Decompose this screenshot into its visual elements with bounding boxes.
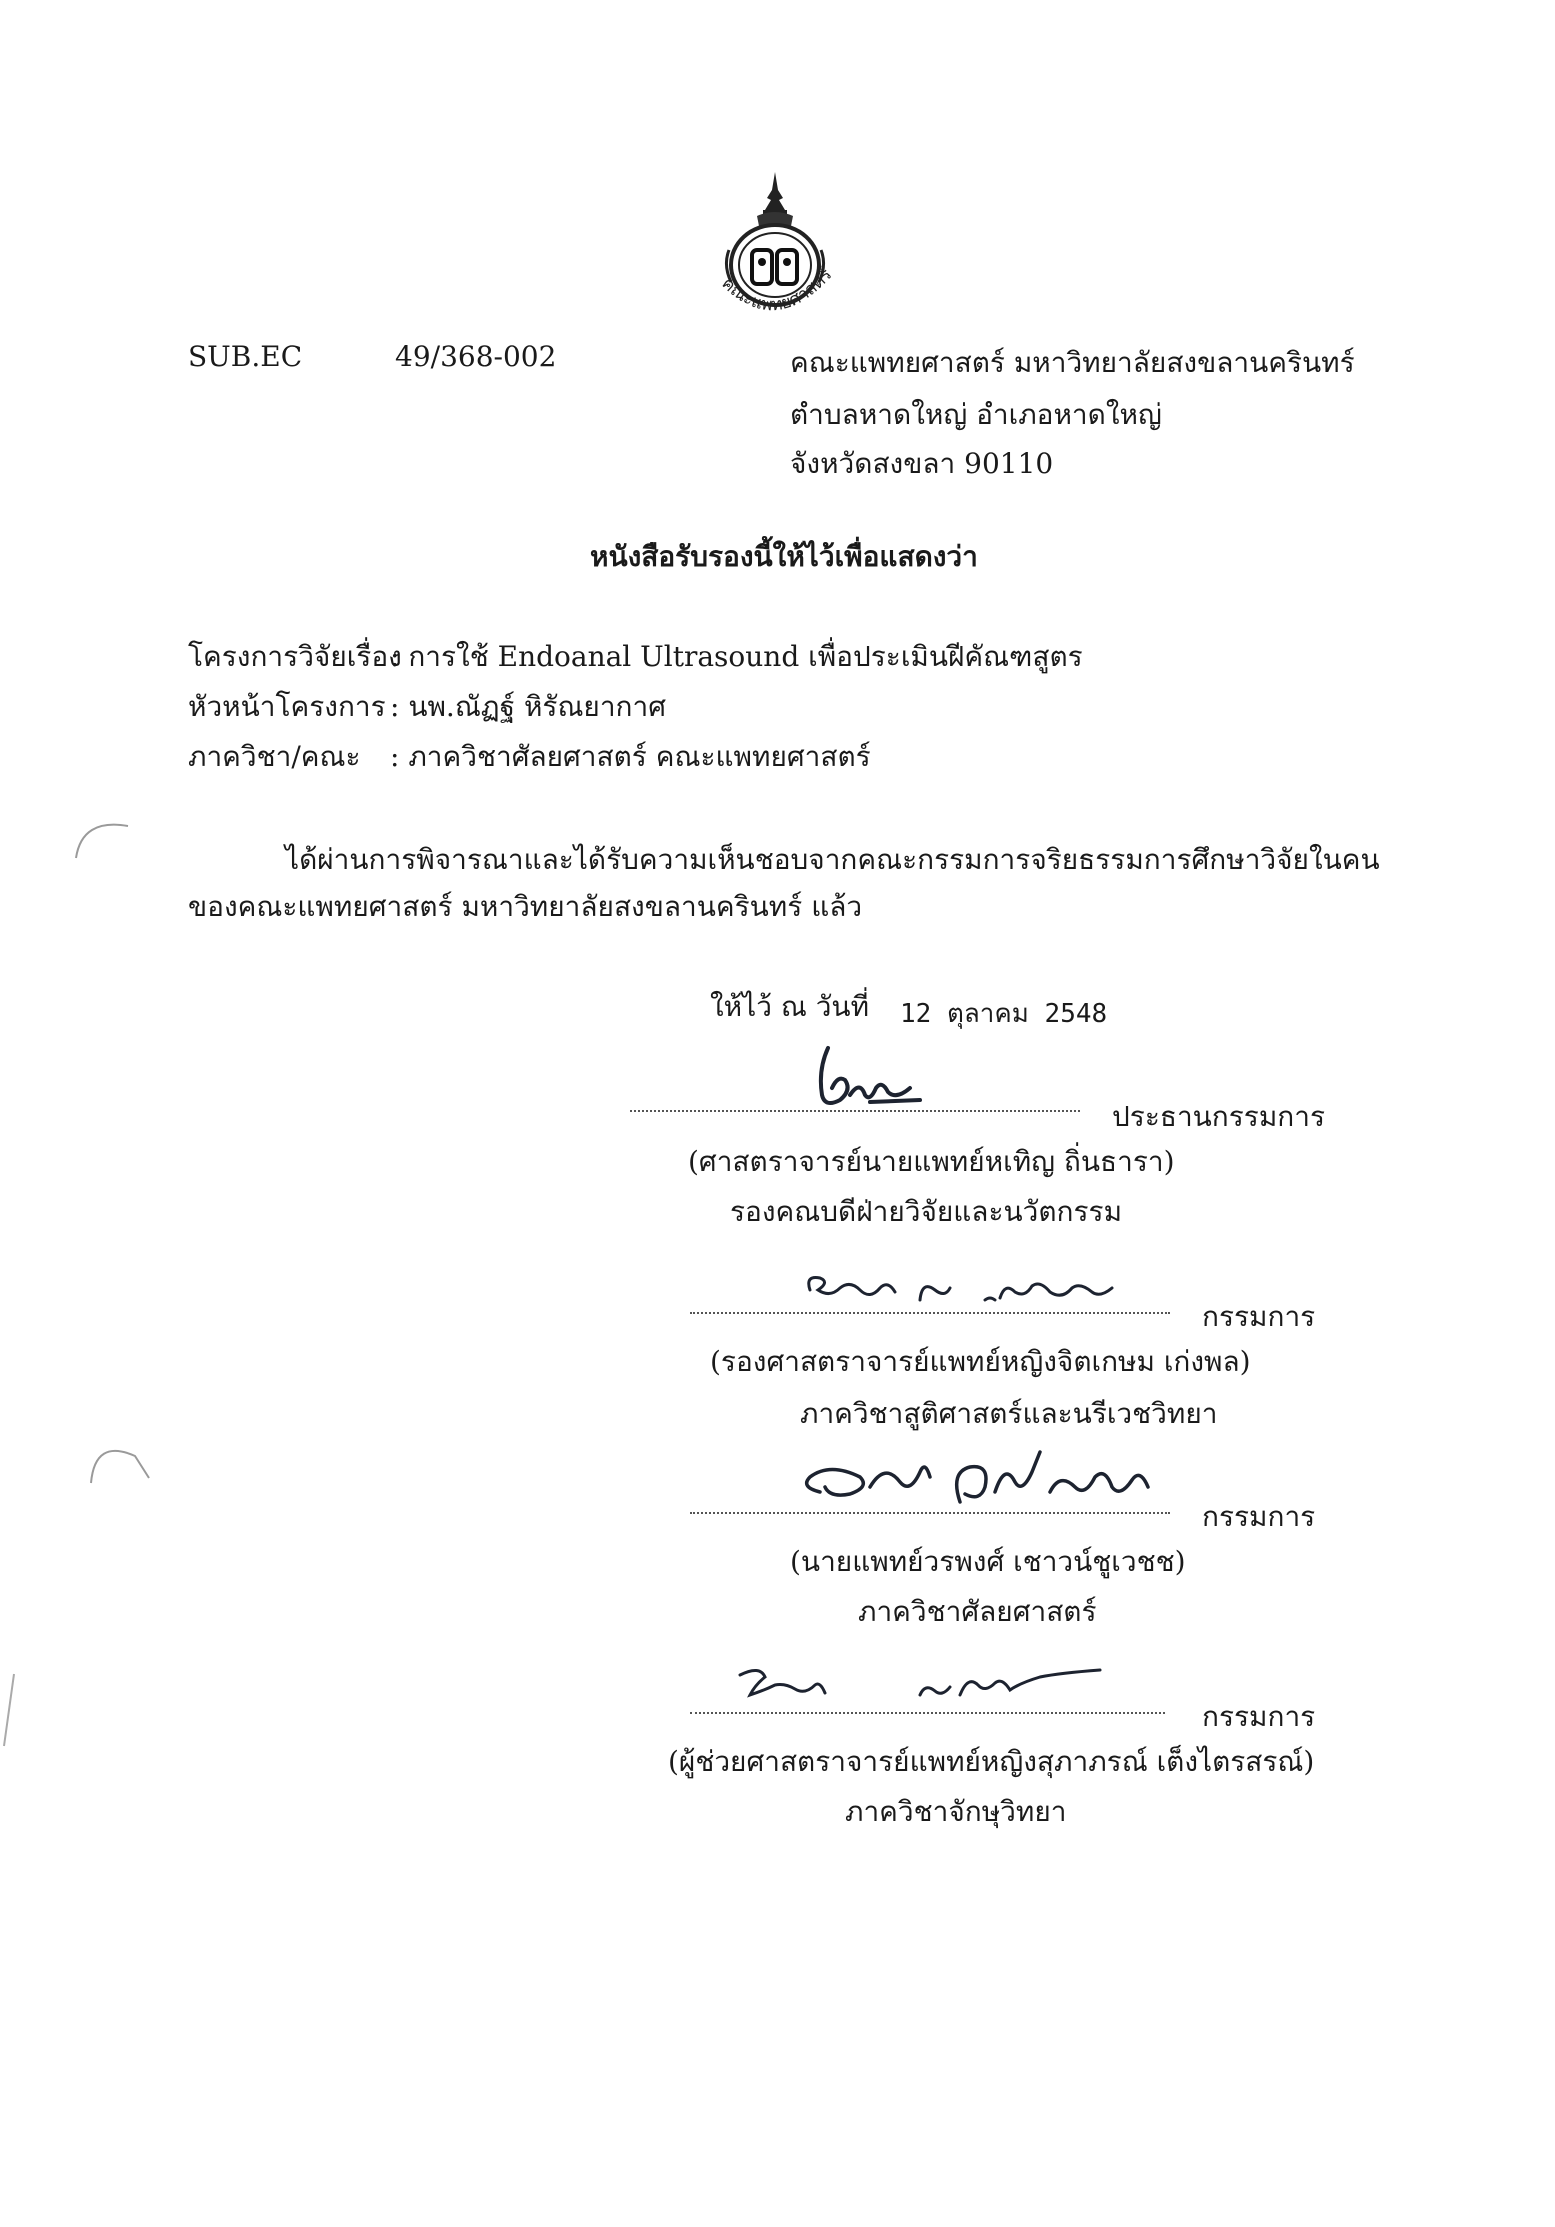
approval-text-line-1: ได้ผ่านการพิจารณาและได้รับความเห็นชอบจากคณะกรรมการจริยธรรมการศึกษาวิจัยในคน bbox=[285, 843, 1380, 876]
signature-3 bbox=[790, 1432, 1190, 1522]
signatory-4-name: (ผู้ช่วยศาสตราจารย์แพทย์หญิงสุภาภรณ์ เต็งไตรสรณ์) bbox=[668, 1745, 1315, 1778]
signatory-1-position: รองคณบดีฝ่ายวิจัยและนวัตกรรม bbox=[730, 1195, 1123, 1228]
signatory-2-position: ภาควิชาสูติศาสตร์และนรีเวชวิทยา bbox=[800, 1397, 1218, 1430]
address-line-1: คณะแพทยศาสตร์ มหาวิทยาลัยสงขลานครินทร์ bbox=[790, 346, 1355, 379]
signatory-4-role: กรรมการ bbox=[1202, 1700, 1316, 1733]
project-title-label: โครงการวิจัยเรื่อง bbox=[188, 640, 402, 673]
issued-date-label: ให้ไว้ ณ วันที่ bbox=[710, 990, 870, 1023]
signatory-2-name: (รองศาสตราจารย์แพทย์หญิงจิตเกษม เก่งพล) bbox=[710, 1345, 1251, 1378]
project-title-value: : การใช้ Endoanal Ultrasound เพื่อประเมินฝีคัณฑสูตร bbox=[390, 640, 1083, 673]
reference-number: 49/368-002 bbox=[395, 340, 557, 373]
project-leader-label: หัวหน้าโครงการ bbox=[188, 690, 386, 723]
signature-4 bbox=[720, 1655, 1140, 1725]
reference-code: SUB.EC bbox=[188, 340, 303, 373]
address-line-3: จังหวัดสงขลา 90110 bbox=[790, 447, 1054, 480]
signatory-3-position: ภาควิชาศัลยศาสตร์ bbox=[858, 1595, 1097, 1628]
signatory-3-role: กรรมการ bbox=[1202, 1500, 1316, 1533]
punch-hole-mark-1 bbox=[68, 808, 138, 868]
scan-edge-mark bbox=[0, 1670, 20, 1750]
signatory-3-name: (นายแพทย์วรพงศ์ เชาวน์ชูเวชช) bbox=[790, 1545, 1186, 1578]
seal-lettering: คณะแพทยศาสตร์ bbox=[717, 265, 837, 316]
signatory-4-position: ภาควิชาจักษุวิทยา bbox=[845, 1795, 1067, 1828]
certificate-title: หนังสือรับรองนี้ให้ไว้เพื่อแสดงว่า bbox=[590, 540, 978, 573]
approval-text-line-2: ของคณะแพทยศาสตร์ มหาวิทยาลัยสงขลานครินทร์ แล้ว bbox=[188, 890, 863, 923]
signatory-2-role: กรรมการ bbox=[1202, 1300, 1316, 1333]
issued-date: 12 ตุลาคม 2548 bbox=[900, 999, 1108, 1029]
address-line-2: ตำบลหาดใหญ่ อำเภอหาดใหญ่ bbox=[790, 398, 1162, 431]
signature-2 bbox=[800, 1260, 1160, 1320]
department-value: : ภาควิชาศัลยศาสตร์ คณะแพทยศาสตร์ bbox=[390, 740, 871, 773]
punch-hole-mark-2 bbox=[85, 1428, 155, 1488]
signature-1 bbox=[810, 1040, 930, 1115]
project-leader-value: : นพ.ณัฏฐ์ หิรัณยากาศ bbox=[390, 690, 667, 723]
faculty-seal-logo bbox=[705, 170, 845, 330]
signatory-1-name: (ศาสตราจารย์นายแพทย์หเทิญ ถิ่นธารา) bbox=[688, 1145, 1175, 1178]
signatory-1-role: ประธานกรรมการ bbox=[1112, 1100, 1326, 1133]
department-label: ภาควิชา/คณะ bbox=[188, 740, 361, 773]
